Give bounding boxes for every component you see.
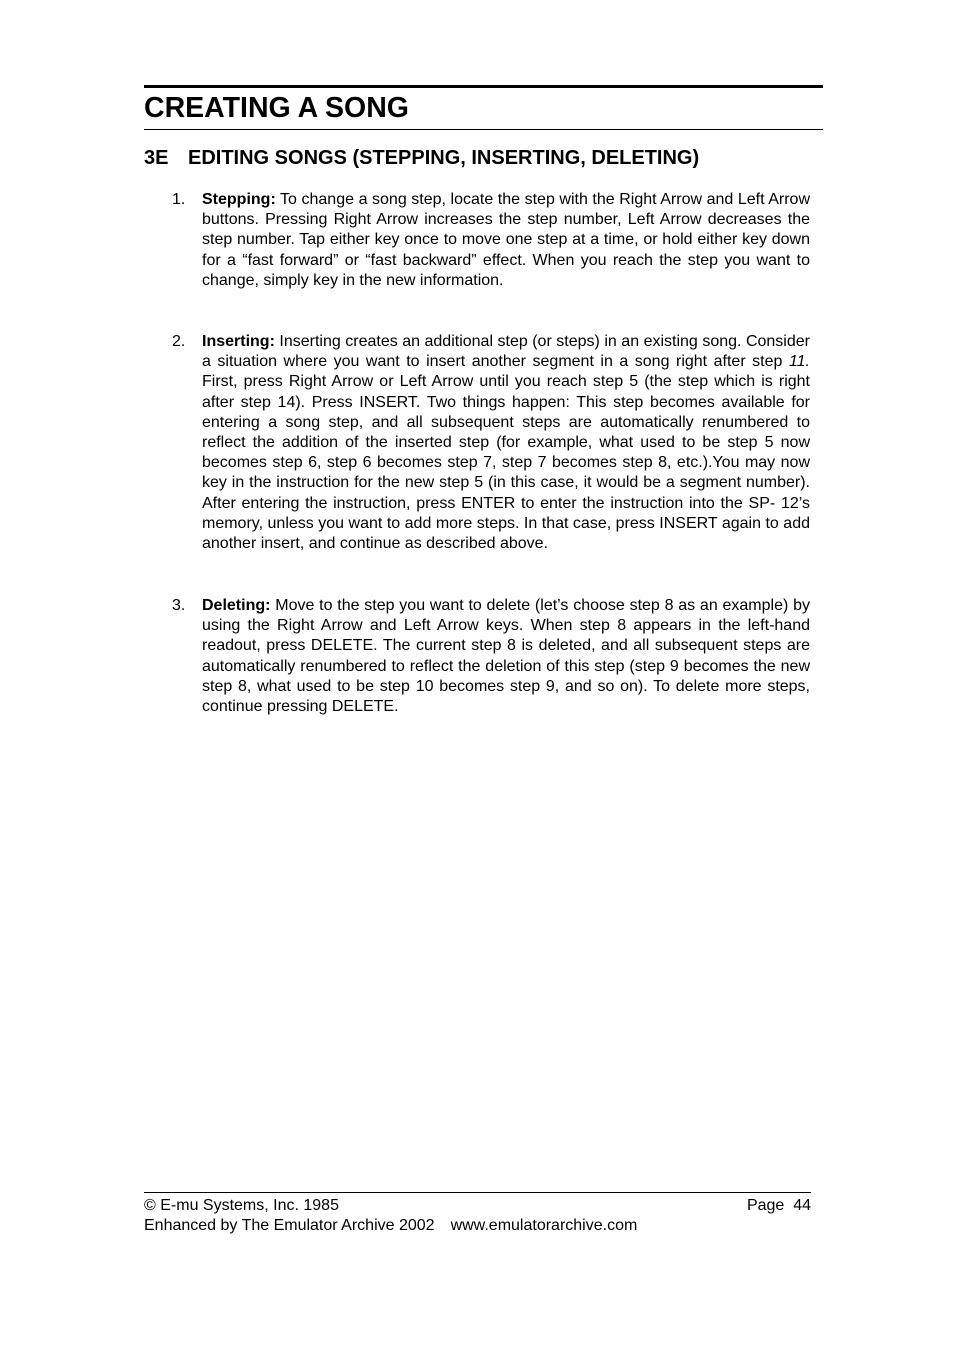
list-item-inserting bbox=[172, 332, 810, 554]
header-bottom-rule bbox=[144, 129, 823, 130]
list-item-label: Inserting: bbox=[202, 333, 275, 350]
list-item-number: 2. bbox=[172, 333, 186, 350]
header-top-rule bbox=[144, 85, 823, 88]
page-number: Page 44 bbox=[746, 1197, 811, 1214]
footer-enhanced: Enhanced by The Emulator Archive 2002 bbox=[144, 1217, 435, 1234]
section-title: EDITING SONGS (STEPPING, INSERTING, DELETING) bbox=[188, 147, 700, 169]
section-heading bbox=[144, 145, 699, 171]
list-item-italic: 11. bbox=[788, 353, 810, 371]
list-item-number: 1. bbox=[172, 191, 186, 208]
list-item-number: 3. bbox=[172, 597, 186, 614]
footer-url[interactable]: www.emulatorarchive.com bbox=[450, 1217, 638, 1234]
footer-copyright: © E-mu Systems, Inc. 1985 bbox=[144, 1197, 339, 1214]
footer-line-1 bbox=[144, 1196, 811, 1216]
list-item-text: Inserting creates an additional step (or steps) in an existing song. Consider a situation where you want to insert another segment in a song right after step bbox=[202, 333, 810, 371]
list-item-text-continued: First, press Right Arrow or Left Arrow until you reach step 5 (the step which is right after step 14). Press INSERT. Two things happen: This step becomes available for entering a song step, and all subsequent steps are automatically renumbered to reflect the addition of the inserted step (for example, what used to be step 5 now becomes step 6, step 6 becomes step 7, step 7 becomes step 8, etc.).You may now key in the instruction for the new step 5 (in this case, it would be a segment number). After entering the instruction, press ENTER to enter the instruction into the SP- 12’s memory, unless you want to add more steps. In that case, press INSERT again to add another insert, and continue as described above. bbox=[202, 373, 810, 553]
list-item-body bbox=[202, 190, 810, 291]
page-title: CREATING A SONG bbox=[144, 92, 409, 124]
list-item-deleting bbox=[172, 596, 810, 717]
list-item-label: Deleting: bbox=[202, 597, 271, 614]
list-item-body bbox=[202, 332, 810, 554]
list-item-text: Move to the step you want to delete (let’s choose step 8 as an example) by using the Right Arrow and Left Arrow keys. When step 8 appears in the left-hand readout, press DELETE. The current step 8 is deleted, and all subsequent steps are automatically renumbered to reflect the deletion of this step (step 9 becomes the new step 8, what used to be step 10 becomes step 9, and so on). To delete more steps, continue pressing DELETE. bbox=[202, 597, 810, 716]
list-item-label: Stepping: bbox=[202, 191, 276, 208]
list-item-body bbox=[202, 596, 810, 717]
list-item-stepping bbox=[172, 190, 810, 291]
list-item-text: To change a song step, locate the step with the Right Arrow and Left Arrow buttons. Pressing Right Arrow increases the step number, Left Arrow decreases the step number. Tap either key once to move one step at a time, or hold either key down for a “fast forward” or “fast backward” effect. When you reach the step you want to change, simply key in the new information. bbox=[202, 191, 811, 289]
section-number: 3E bbox=[144, 147, 169, 169]
footer-line-2 bbox=[144, 1216, 811, 1236]
footer-rule bbox=[144, 1192, 811, 1193]
